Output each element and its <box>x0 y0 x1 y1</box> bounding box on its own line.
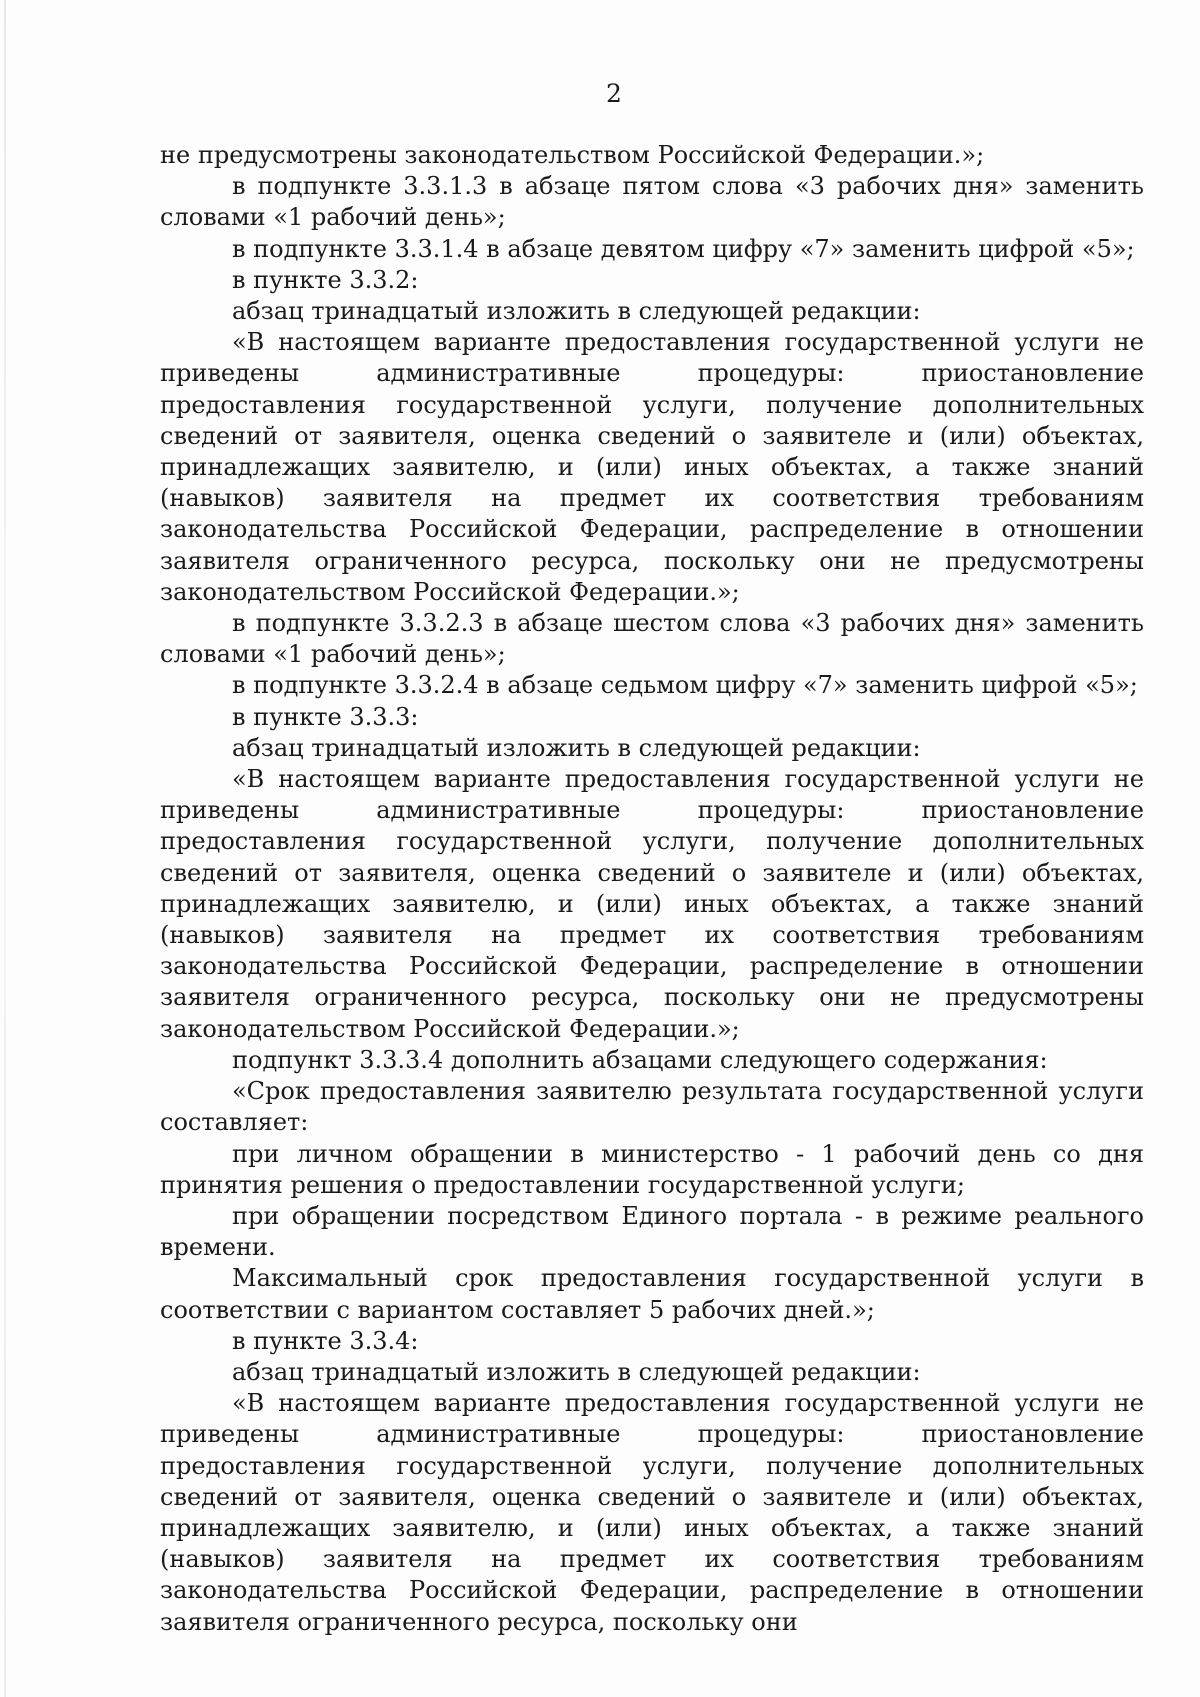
paragraph: в подпункте 3.3.1.3 в абзаце пятом слова «3 рабочих дня» заменить словами «1 рабочий день»; <box>160 172 1144 232</box>
paragraph: в подпункте 3.3.2.3 в абзаце шестом слова «3 рабочих дня» заменить словами «1 рабочий день»; <box>160 609 1144 669</box>
paragraph: в пункте 3.3.4: <box>232 1326 419 1355</box>
paragraph: подпункт 3.3.3.4 дополнить абзацами следующего содержания: <box>232 1045 1048 1074</box>
paragraph-quote: «В настоящем варианте предоставления государственной услуги не приведены административные процедуры: приостановление предоставления государственной услуги, получение дополнительных сведений от заявителя, оценка сведений о заявителе и (или) объектах, принадлежащих заявителю, и (или) иных объектах, а также знаний (навыков) заявителя на предмет их соответствия требованиям законодательства Российской Федерации, распределение в отношении заявителя ограниченного ресурса, поскольку они не предусмотрены законодательством Российской Федерации.»; <box>160 328 1144 606</box>
paragraph: «Срок предоставления заявителю результата государственной услуги составляет: <box>160 1077 1144 1137</box>
page-number: 2 <box>606 79 622 108</box>
paragraph: абзац тринадцатый изложить в следующей редакции: <box>232 1357 921 1386</box>
paragraph: в подпункте 3.3.1.4 в абзаце девятом цифру «7» заменить цифрой «5»; <box>232 234 1135 263</box>
paragraph-quote: «В настоящем варианте предоставления государственной услуги не приведены административные процедуры: приостановление предоставления государственной услуги, получение дополнительных сведений от заявителя, оценка сведений о заявителе и (или) объектах, принадлежащих заявителю, и (или) иных объектах, а также знаний (навыков) заявителя на предмет их соответствия требованиям законодательства Российской Федерации, распределение в отношении заявителя ограниченного ресурса, поскольку они не предусмотрены законодательством Российской Федерации.»; <box>160 765 1144 1043</box>
paragraph: Максимальный срок предоставления государственной услуги в соответствии с вариантом составляет 5 рабочих дней.»; <box>160 1264 1144 1324</box>
paragraph: абзац тринадцатый изложить в следующей редакции: <box>232 733 921 762</box>
paragraph: в пункте 3.3.3: <box>232 702 419 731</box>
paragraph: при обращении посредством Единого портала - в режиме реального времени. <box>160 1201 1144 1262</box>
document-body <box>160 140 1144 1638</box>
paragraph-quote: «В настоящем варианте предоставления государственной услуги не приведены административные процедуры: приостановление предоставления государственной услуги, получение дополнительных сведений от заявителя, оценка сведений о заявителе и (или) объектах, принадлежащих заявителю, и (или) иных объектах, а также знаний (навыков) заявителя на предмет их соответствия требованиям законодательства Российской Федерации, распределение в отношении заявителя ограниченного ресурса, поскольку они <box>160 1389 1144 1636</box>
scan-edge-shadow <box>4 0 6 1697</box>
paragraph: абзац тринадцатый изложить в следующей редакции: <box>232 297 921 326</box>
paragraph: в пункте 3.3.2: <box>232 265 419 294</box>
paragraph: в подпункте 3.3.2.4 в абзаце седьмом цифру «7» заменить цифрой «5»; <box>232 671 1138 700</box>
paragraph-continuation: не предусмотрены законодательством Российской Федерации.»; <box>160 141 985 169</box>
paragraph: при личном обращении в министерство - 1 рабочий день со дня принятия решения о предоставлении государственной услуги; <box>160 1139 1144 1199</box>
